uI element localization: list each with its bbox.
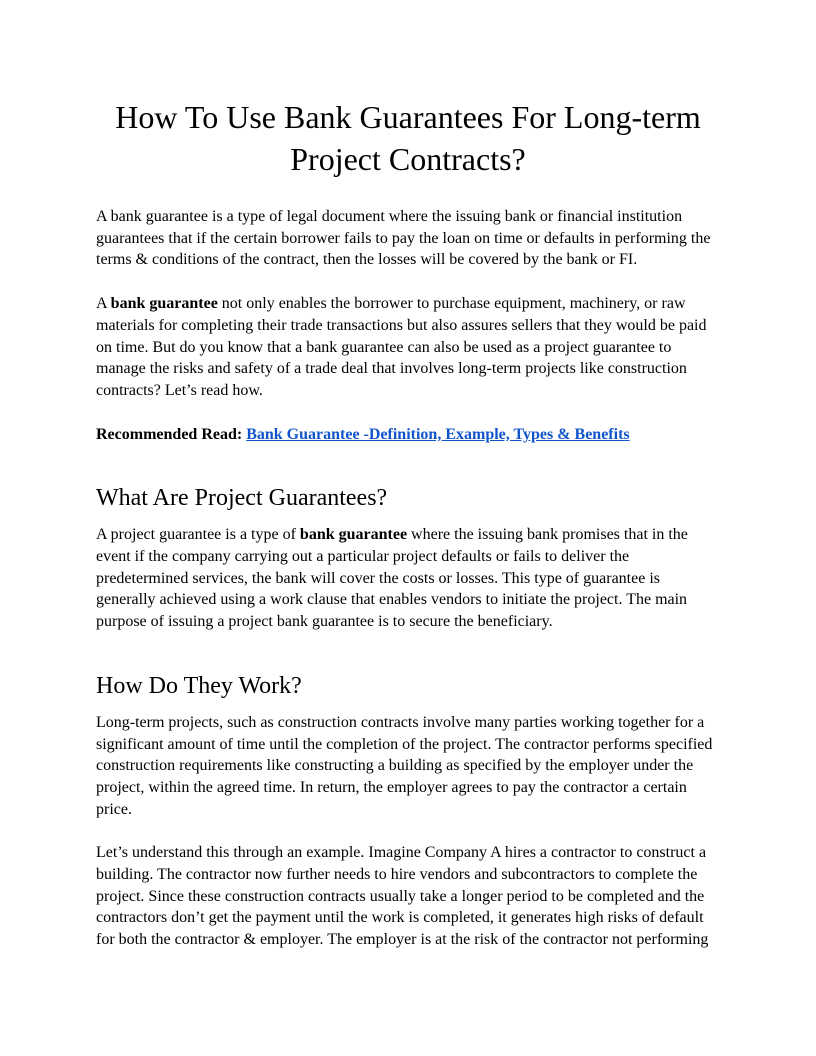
document-body [96,206,720,951]
text-run: not only enables the borrower to purchase equipment, machinery, or raw materials for completing their trade transactions but also assures sellers that they would be paid on time. But do you know that a bank guarantee can also be used as a project guarantee to manage the risks and safety of a trade deal that involves long-term projects like construction contracts? Let’s read how. [96,295,707,399]
section-heading: What Are Project Guarantees? [96,485,388,512]
bold-text-run: Recommended Read: [96,425,247,443]
paragraph [96,424,720,446]
document-title: How To Use Bank Guarantees For Long-term Project Contracts? [115,99,701,177]
bold-text-run: bank guarantee [110,295,218,313]
text-run: Long-term projects, such as construction contracts involve many parties working together for a significant amount of time until the completion of the project. The contractor performs specified construction requirements like constructing a building as specified by the employer under the project, within the agreed time. In return, the employer agrees to pay the contractor a certain price. [96,713,713,818]
text-run: Let’s understand this through an example. Imagine Company A hires a contractor to construct a building. The contractor now further needs to hire vendors and subcontractors to complete the project. Since these construction contracts usually take a longer period to be completed and the contractors don’t get the payment until the work is completed, it generates high risks of default for both the contractor & employer. The employer is at the risk of the contractor not performing [96,844,709,949]
text-run: where the issuing bank promises that in the event if the company carrying out a particular project defaults or fails to deliver the predetermined services, the bank will cover the costs or losses. This type of guarantee is generally achieved using a work clause that enables vendors to initiate the project. The main purpose of issuing a project bank guarantee is to secure the beneficiary. [96,526,688,631]
paragraph [96,842,720,951]
paragraph [96,524,720,633]
paragraph [96,293,720,402]
paragraph [96,712,720,821]
text-run: A project guarantee is a type of [96,526,300,544]
text-run: A [96,295,111,313]
bold-text-run: bank guarantee [299,526,408,544]
text-run: A bank guarantee is a type of legal document where the issuing bank or financial institution guarantees that if the certain borrower fails to pay the loan on time or defaults in performing the terms & conditions of the contract, then the losses will be covered by the bank or FI. [96,208,711,269]
paragraph [96,206,720,271]
section-heading: How Do They Work? [96,672,302,699]
recommended-read-link[interactable]: Bank Guarantee -Definition, Example, Types & Benefits [246,425,630,443]
